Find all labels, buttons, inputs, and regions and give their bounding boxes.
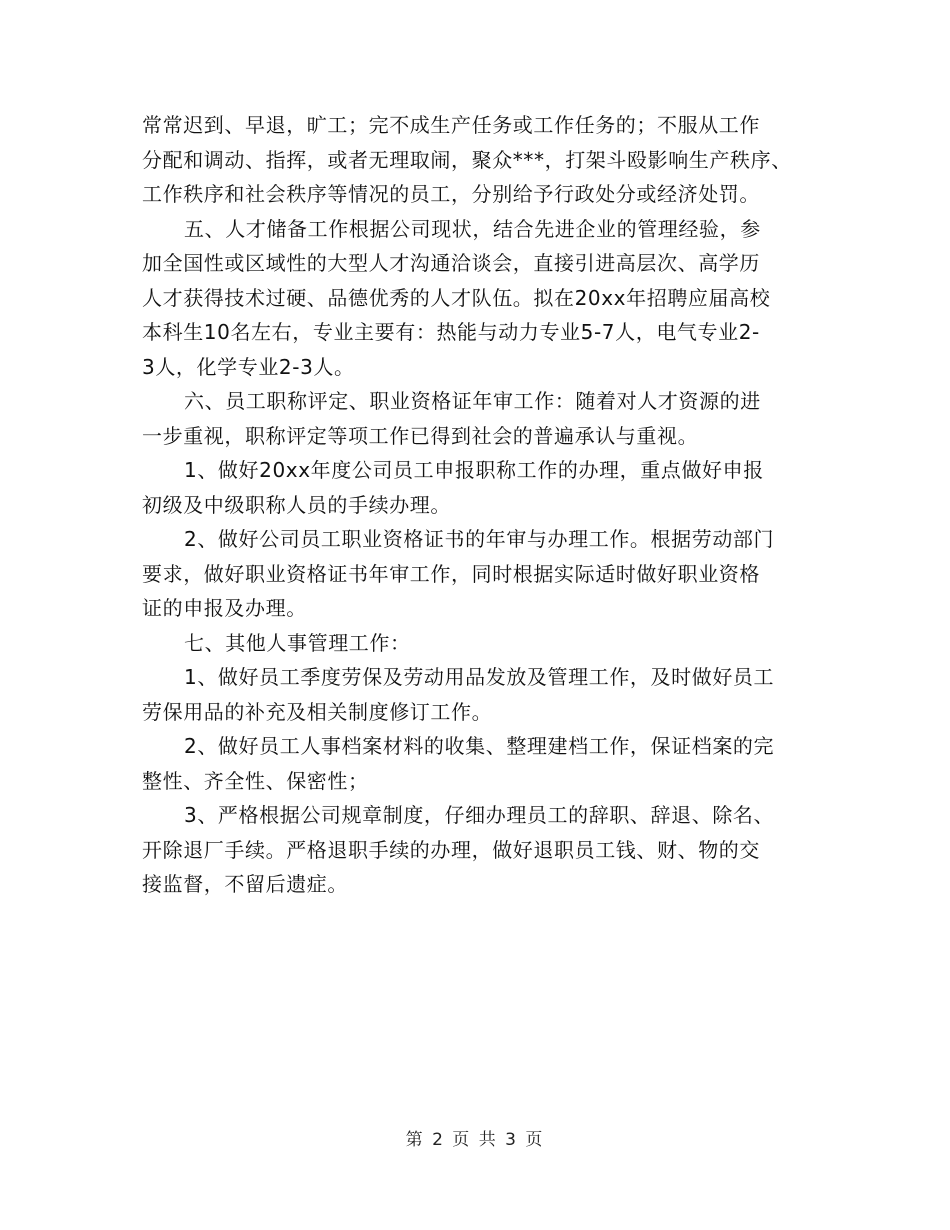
text-line: 加全国性或区域性的大型人才沟通洽谈会，直接引进高层次、高学历 [142, 251, 760, 275]
text-line: 开除退厂手续。严格退职手续的办理，做好退职员工钱、财、物的交 [142, 837, 760, 862]
text-line: 常常迟到、早退，旷工；完不成生产任务或工作任务的；不服从工作 [142, 113, 760, 137]
text-line: 人才获得技术过硬、品德优秀的人才队伍。拟在20xx年招聘应届高校 [142, 285, 771, 310]
text-line: 本科生10名左右，专业主要有：热能与动力专业5-7人，电气专业2- [142, 320, 760, 344]
text-line: 2、做好公司员工职业资格证书的年审与办理工作。根据劳动部门 [184, 527, 775, 551]
text-line: 七、其他人事管理工作： [184, 630, 411, 655]
text-line: 分配和调动、指挥，或者无理取闹，聚众***，打架斗殴影响生产秩序、 [142, 147, 792, 172]
text-line: 3人，化学专业2-3人。 [142, 354, 355, 379]
text-line: 六、员工职称评定、职业资格证年审工作：随着对人才资源的进 [184, 389, 761, 413]
text-line: 1、做好20xx年度公司员工申报职称工作的办理，重点做好申报 [184, 458, 764, 482]
text-line: 接监督，不留后遗症。 [142, 872, 348, 896]
page-footer: 第 2 页 共 3 页 [405, 1130, 545, 1150]
text-line: 1、做好员工季度劳保及劳动用品发放及管理工作，及时做好员工 [184, 665, 775, 689]
text-line: 证的申报及办理。 [142, 596, 307, 620]
text-line: 3、严格根据公司规章制度，仔细办理员工的辞职、辞退、除名、 [184, 803, 775, 827]
text-line: 一步重视，职称评定等项工作已得到社会的普遍承认与重视。 [142, 423, 699, 448]
text-line: 五、人才储备工作根据公司现状，结合先进企业的管理经验，参 [184, 216, 761, 241]
text-line: 工作秩序和社会秩序等情况的员工，分别给予行政处分或经济处罚。 [142, 182, 760, 206]
text-line: 2、做好员工人事档案材料的收集、整理建档工作，保证档案的完 [184, 734, 775, 758]
text-line: 劳保用品的补充及相关制度修订工作。 [142, 699, 493, 724]
text-line: 要求，做好职业资格证书年审工作，同时根据实际适时做好职业资格 [142, 561, 760, 586]
text-line: 初级及中级职称人员的手续办理。 [142, 492, 451, 517]
document-body [142, 108, 812, 902]
text-line: 整性、齐全性、保密性； [142, 768, 369, 793]
